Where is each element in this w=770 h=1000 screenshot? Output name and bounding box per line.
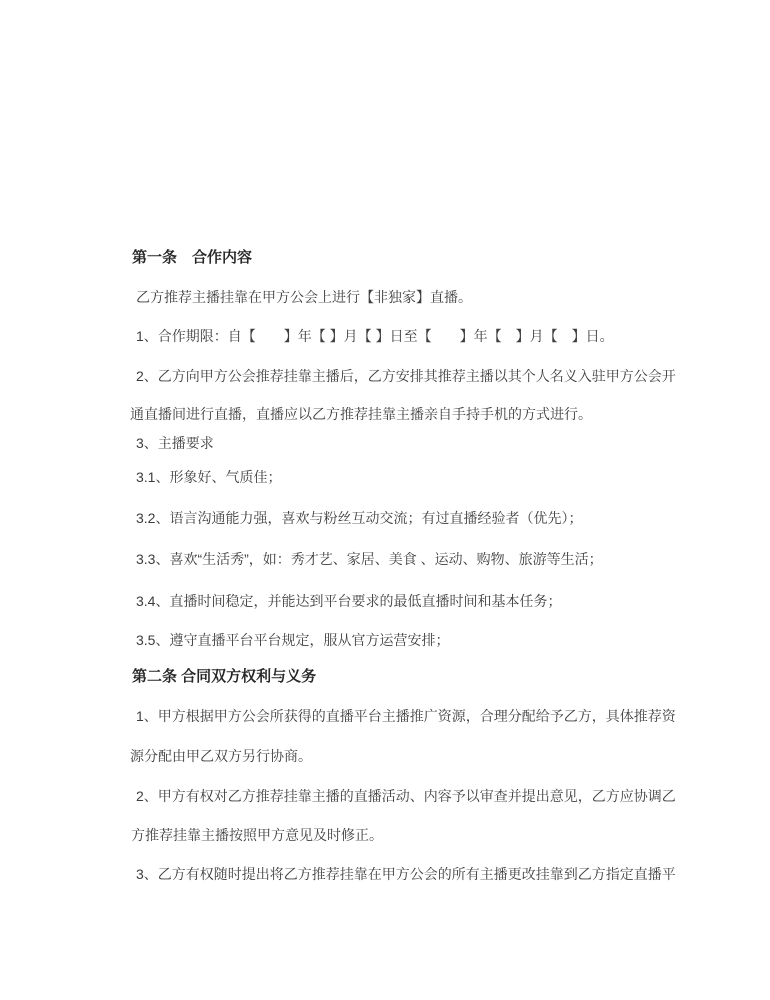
clause-1-3-4-line: 3.4、直播时间稳定，并能达到平台要求的最低直播时间和基本任务； <box>136 593 562 609</box>
clause-1-2-line-2: 通直播间进行直播，直播应以乙方推荐挂靠主播亲自手持手机的方式进行。 <box>130 406 592 422</box>
clause-1-2-line-1: 2、乙方向甲方公会推荐挂靠主播后，乙方安排其推荐主播以其个人名义入驻甲方公会开 <box>136 368 676 384</box>
clause-1-3-3-line: 3.3、喜欢“生活秀”，如：秀才艺、家居、美食 、运动、购物、旅游等生活； <box>136 551 603 567</box>
clause-2-2-line-1: 2、甲方有权对乙方推荐挂靠主播的直播活动、内容予以审查并提出意见，乙方应协调乙 <box>136 788 676 804</box>
clause-2-1-line-2: 源分配由甲乙双方另行协商。 <box>130 748 312 764</box>
clause-1-3-5-line: 3.5、遵守直播平台平台规定，服从官方运营安排； <box>136 632 450 648</box>
clause-1-3-line: 3、主播要求 <box>136 435 214 451</box>
clause-intro-line: 乙方推荐主播挂靠在甲方公会上进行【非独家】直播。 <box>136 289 472 305</box>
clause-2-1-line-1: 1、甲方根据甲方公会所获得的直播平台主播推广资源，合理分配给予乙方，具体推荐资 <box>136 708 676 724</box>
clause-1-3-2-line: 3.2、语言沟通能力强，喜欢与粉丝互动交流；有过直播经验者（优先）； <box>136 510 583 526</box>
clause-1-1-line: 1、合作期限：自【 】年【 】月【 】日至【 】年【 】月【 】日。 <box>136 328 614 344</box>
clause-2-3-line-1: 3、乙方有权随时提出将乙方推荐挂靠在甲方公会的所有主播更改挂靠到乙方指定直播平 <box>136 866 676 882</box>
article-2-heading: 第二条 合同双方权利与义务 <box>132 668 317 685</box>
article-1-heading: 第一条 合作内容 <box>132 249 253 266</box>
clause-2-2-line-2: 方推荐挂靠主播按照甲方意见及时修正。 <box>131 827 383 843</box>
clause-1-3-1-line: 3.1、形象好、气质佳； <box>136 469 282 485</box>
